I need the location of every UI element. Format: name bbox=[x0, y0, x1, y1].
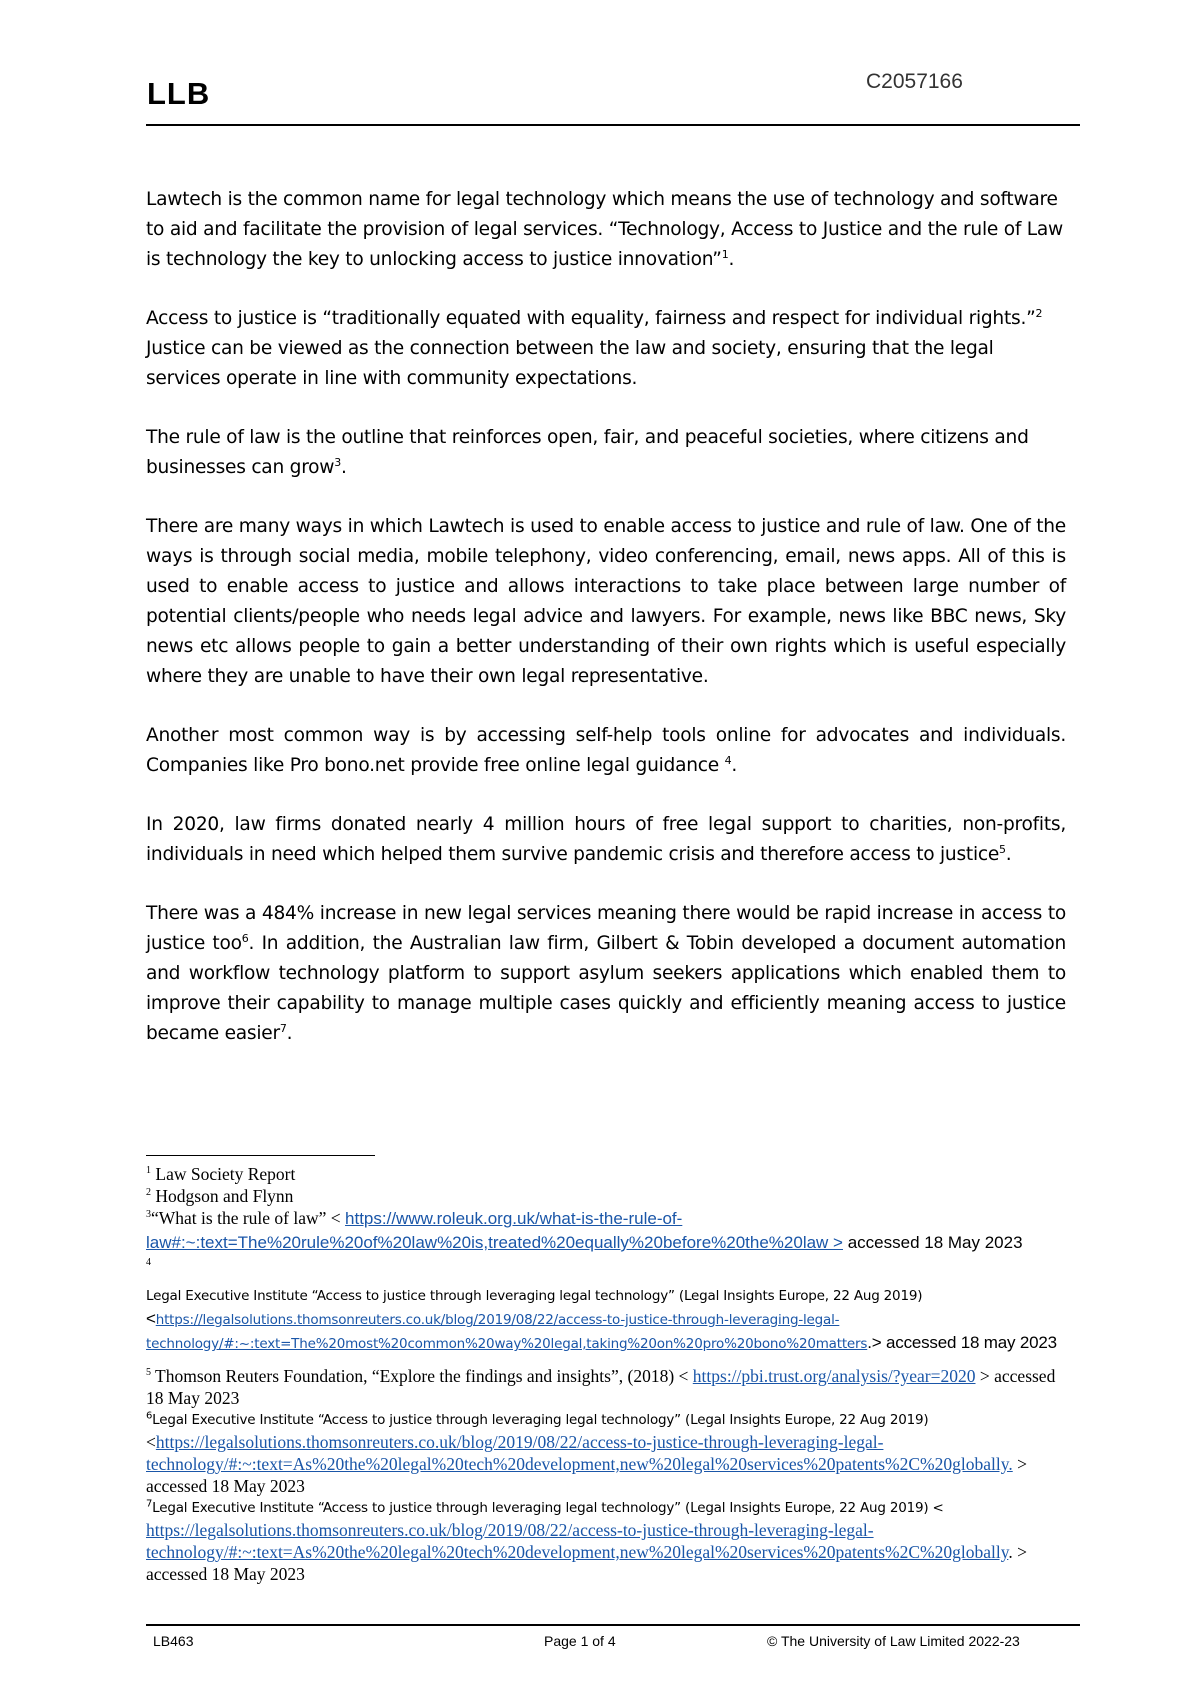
footnote-7: $^7$Legal Executive Institute “Access to justice through leveraging legal technology” (Legal Insights Europe, 22 Aug 2019) < bbox=[146, 1498, 944, 1516]
page-number: Page 1 of 4 bbox=[544, 1633, 616, 1649]
footnote-5-link[interactable]: https://pbi.trust.org/analysis/?year=2020 bbox=[692, 1366, 976, 1386]
footnotes bbox=[146, 1163, 1066, 1585]
document-body bbox=[146, 185, 1066, 1078]
footnote-6-link[interactable]: https://legalsolutions.thomsonreuters.co.uk/blog/2019/08/22/access-to-justice-through-leveraging-legal-technology/#:~:text=As%20the%20legal%20tech%20development,new%20legal%20services%20patents%2C%20globally. bbox=[146, 1432, 1013, 1474]
footnote-ref-6: 6 bbox=[241, 931, 249, 945]
module-code: LB463 bbox=[153, 1633, 194, 1649]
footnote-ref-1: 1 bbox=[721, 247, 729, 261]
paragraph-rule-of-law: The rule of law is the outline that reinforces open, fair, and peaceful societies, where citizens and businesses can grow$^3$. bbox=[146, 427, 1029, 478]
header-divider bbox=[146, 124, 1080, 126]
paragraph-access-to-justice: Access to justice is “traditionally equated with equality, fairness and respect for individual rights.”$^2$ Justice can be viewed as the connection between the law and society, ensuring that the legal services operate in line with community expectations. bbox=[146, 306, 1043, 389]
paragraph-self-help: Another most common way is by accessing self-help tools online for advocates and individuals. Companies like Pro bono.net provide free online legal guidance $^4$. bbox=[146, 725, 1066, 776]
footnote-1: $^1$ Law Society Report bbox=[146, 1164, 296, 1184]
copyright-notice: © The University of Law Limited 2022-23 bbox=[767, 1633, 1020, 1649]
footnote-4-marker: 4 bbox=[146, 1257, 151, 1269]
footnote-ref-4: 4 bbox=[724, 753, 732, 767]
footnote-3: $^3$“What is the rule of law” < https://www.roleuk.org.uk/what-is-the-rule-of-law#:~:text=The%20rule%20of%20law%20is,treated%20equally%20before%20the%20law > accessed 18 May 2023 bbox=[146, 1208, 1023, 1252]
paragraph-ways: There are many ways in which Lawtech is used to enable access to justice and rule of law. One of the ways is through social media, mobile telephony, video conferencing, email, news apps. All of this is used to enable access to justice and allows interactions to take place between large number of potential clients/people who needs legal advice and lawyers. For example, news like BBC news, Sky news etc allows people to gain a better understanding of their own rights which is useful especially where they are unable to have their own legal representative. bbox=[146, 516, 1066, 687]
footnote-separator bbox=[146, 1155, 375, 1156]
footnote-5: $^5$ Thomson Reuters Foundation, “Explore the findings and insights”, (2018) < https://pbi.trust.org/analysis/?year=2020 > accessed 18 May 2023 bbox=[146, 1366, 1056, 1408]
paragraph-2020: In 2020, law firms donated nearly 4 million hours of free legal support to charities, non-profits, individuals in need which helped them survive pandemic crisis and therefore access to justice$^5$. bbox=[146, 814, 1066, 865]
footnote-ref-5: 5 bbox=[999, 842, 1006, 856]
footnote-3-link[interactable]: https://www.roleuk.org.uk/what-is-the-rule-of-law#:~:text=The%20rule%20of%20law%20is,treated%20equally%20before%20the%20law > bbox=[146, 1209, 843, 1252]
header-title: LLB bbox=[147, 76, 211, 111]
footnote-7-link-line: https://legalsolutions.thomsonreuters.co.uk/blog/2019/08/22/access-to-justice-through-leveraging-legal-technology/#:~:text=As%20the%20legal%20tech%20development,new%20legal%20services%20patents%2C%20globally. > accessed 18 May 2023 bbox=[146, 1520, 1027, 1584]
paragraph-lawtech: Lawtech is the common name for legal technology which means the use of technology and software to aid and facilitate the provision of legal services. “Technology, Access to Justice and the rule of Law is technology the key to unlocking access to justice innovation”$^1$. bbox=[146, 189, 1064, 270]
footnote-7-link[interactable]: https://legalsolutions.thomsonreuters.co.uk/blog/2019/08/22/access-to-justice-through-leveraging-legal-technology/#:~:text=As%20the%20legal%20tech%20development,new%20legal%20services%20patents%2C%20globally bbox=[146, 1520, 1009, 1562]
footnote-4-link-line: <https://legalsolutions.thomsonreuters.co.uk/blog/2019/08/22/access-to-justice-through-leveraging-legal-technology/#:~:text=The%20most%20common%20way%20legal,taking%20on%20pro%20bono%20matters.> accessed 18 may 2023 bbox=[146, 1309, 1057, 1352]
footnote-ref-7: 7 bbox=[279, 1021, 287, 1035]
footer-divider bbox=[146, 1624, 1080, 1626]
footnote-4: Legal Executive Institute “Access to justice through leveraging legal technology” (Legal Insights Europe, 22 Aug 2019) bbox=[146, 1288, 923, 1304]
footnote-6: $^6$Legal Executive Institute “Access to justice through leveraging legal technology” (Legal Insights Europe, 22 Aug 2019) bbox=[146, 1410, 929, 1428]
footnote-6-link-line: <https://legalsolutions.thomsonreuters.co.uk/blog/2019/08/22/access-to-justice-through-leveraging-legal-technology/#:~:text=As%20the%20legal%20tech%20development,new%20legal%20services%20patents%2C%20globally. > accessed 18 May 2023 bbox=[146, 1432, 1027, 1496]
student-id: C2057166 bbox=[866, 70, 963, 93]
footnote-2: $^2$ Hodgson and Flynn bbox=[146, 1186, 294, 1206]
footnote-4-link[interactable]: https://legalsolutions.thomsonreuters.co.uk/blog/2019/08/22/access-to-justice-through-leveraging-legal-technology/#:~:text=The%20most%20common%20way%20legal,taking%20on%20pro%20bono%20matters bbox=[146, 1312, 868, 1352]
paragraph-484-increase: There was a 484% increase in new legal services meaning there would be rapid increase in access to justice too$^6$. In addition, the Australian law firm, Gilbert & Tobin developed a document automation and workflow technology platform to support asylum seekers applications which enabled them to improve their capability to manage multiple cases quickly and efficiently meaning access to justice became easier$^7$. bbox=[146, 903, 1066, 1044]
footnote-ref-2: 2 bbox=[1035, 306, 1043, 320]
footnote-ref-3: 3 bbox=[334, 455, 342, 469]
